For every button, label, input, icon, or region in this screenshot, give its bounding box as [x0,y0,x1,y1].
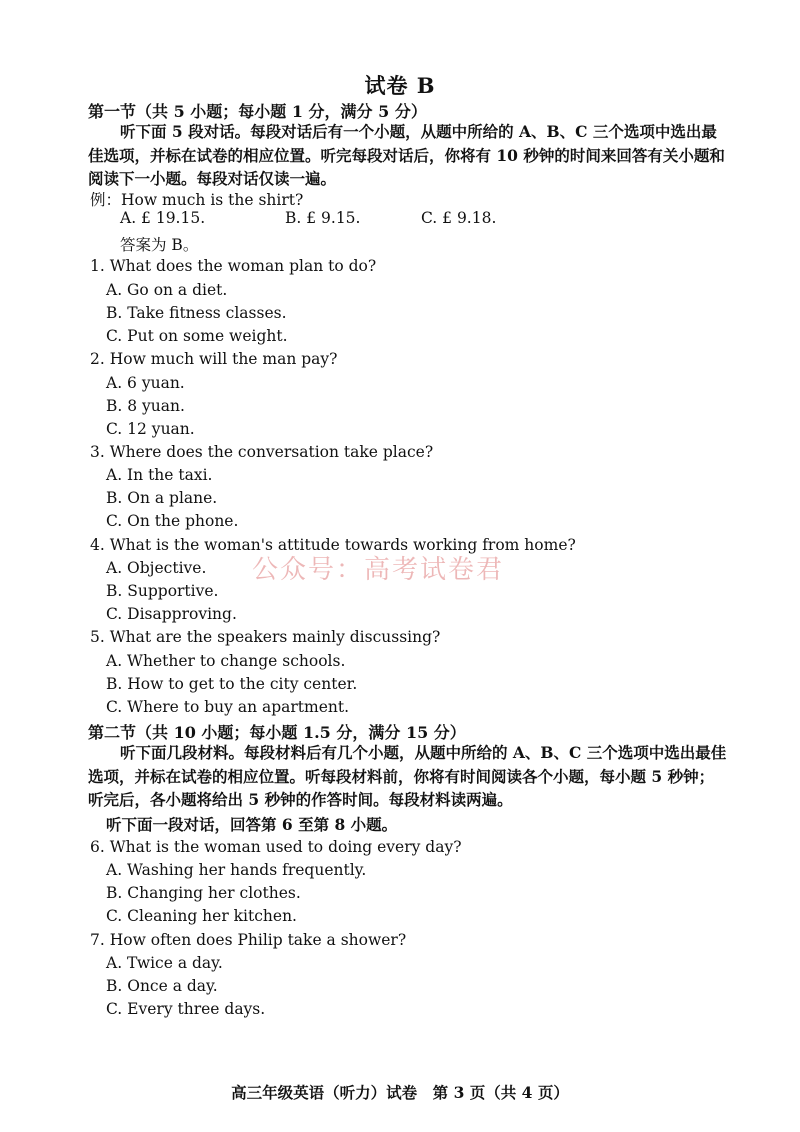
question-7-option-a: A. Twice a day. [106,954,223,972]
example-answer: 答案为 B。 [120,236,199,254]
question-2-option-c: C. 12 yuan. [106,420,195,438]
question-2: 2. How much will the man pay? [90,350,338,368]
question-1: 1. What does the woman plan to do? [90,257,377,275]
question-7-option-c: C. Every three days. [106,1000,266,1018]
watermark: 公众号：高考试卷君 [252,555,505,585]
section1-instructions: 听下面 5 段对话。每段对话后有一个小题，从题中所给的 A、B、C 三个选项中选出最佳选项，并标在试卷的相应位置。听完每段对话后，你将有 10 秒钟的时间来回答有关小题和阅读下一小题。每段对话仅读一遍。 [88,122,725,188]
question-2-option-b: B. 8 yuan. [106,397,185,415]
question-5-option-b: B. How to get to the city center. [106,675,358,693]
question-4-option-c: C. Disapproving. [106,605,237,623]
question-2-option-a: A. 6 yuan. [106,374,185,392]
question-7: 7. How often does Philip take a shower? [90,931,407,949]
page-footer: 高三年级英语（听力）试卷 第 3 页（共 4 页） [231,1083,569,1102]
question-3-option-c: C. On the phone. [106,512,239,530]
question-6-option-c: C. Cleaning her kitchen. [106,907,297,925]
question-3-option-a: A. In the taxi. [106,466,213,484]
section1-heading: 第一节（共 5 小题；每小题 1 分，满分 5 分） [88,102,427,121]
question-6-option-a: A. Washing her hands frequently. [106,861,367,879]
question-1-option-b: B. Take fitness classes. [106,304,287,322]
example-option-b: B. £ 9.15. [285,209,361,227]
question-5-option-a: A. Whether to change schools. [106,652,346,670]
question-3: 3. Where does the conversation take place? [90,443,434,461]
question-6: 6. What is the woman used to doing every day? [90,838,462,856]
question-4-option-a: A. Objective. [106,559,207,577]
question-1-option-a: A. Go on a diet. [106,281,228,299]
question-5: 5. What are the speakers mainly discussing? [90,628,441,646]
question-3-option-b: B. On a plane. [106,489,218,507]
section2-subheading: 听下面一段对话，回答第 6 至第 8 小题。 [106,815,398,834]
question-4-option-b: B. Supportive. [106,582,219,600]
paper-title: 试卷 B [364,73,436,98]
question-6-option-b: B. Changing her clothes. [106,884,301,902]
section2-heading: 第二节（共 10 小题；每小题 1.5 分，满分 15 分） [88,723,466,742]
example-question: 例：How much is the shirt? [90,191,304,209]
question-1-option-c: C. Put on some weight. [106,327,288,345]
example-option-c: C. £ 9.18. [421,209,497,227]
question-7-option-b: B. Once a day. [106,977,218,995]
example-option-a: A. £ 19.15. [120,209,206,227]
question-5-option-c: C. Where to buy an apartment. [106,698,350,716]
section2-instructions: 听下面几段材料。每段材料后有几个小题，从题中所给的 A、B、C 三个选项中选出最佳选项，并标在试卷的相应位置。听每段材料前，你将有时间阅读各个小题，每小题 5 秒钟；听完后，各小题将给出 5 秒钟的作答时间。每段材料读两遍。 [88,743,727,809]
question-4: 4. What is the woman's attitude towards working from home? [90,536,576,554]
